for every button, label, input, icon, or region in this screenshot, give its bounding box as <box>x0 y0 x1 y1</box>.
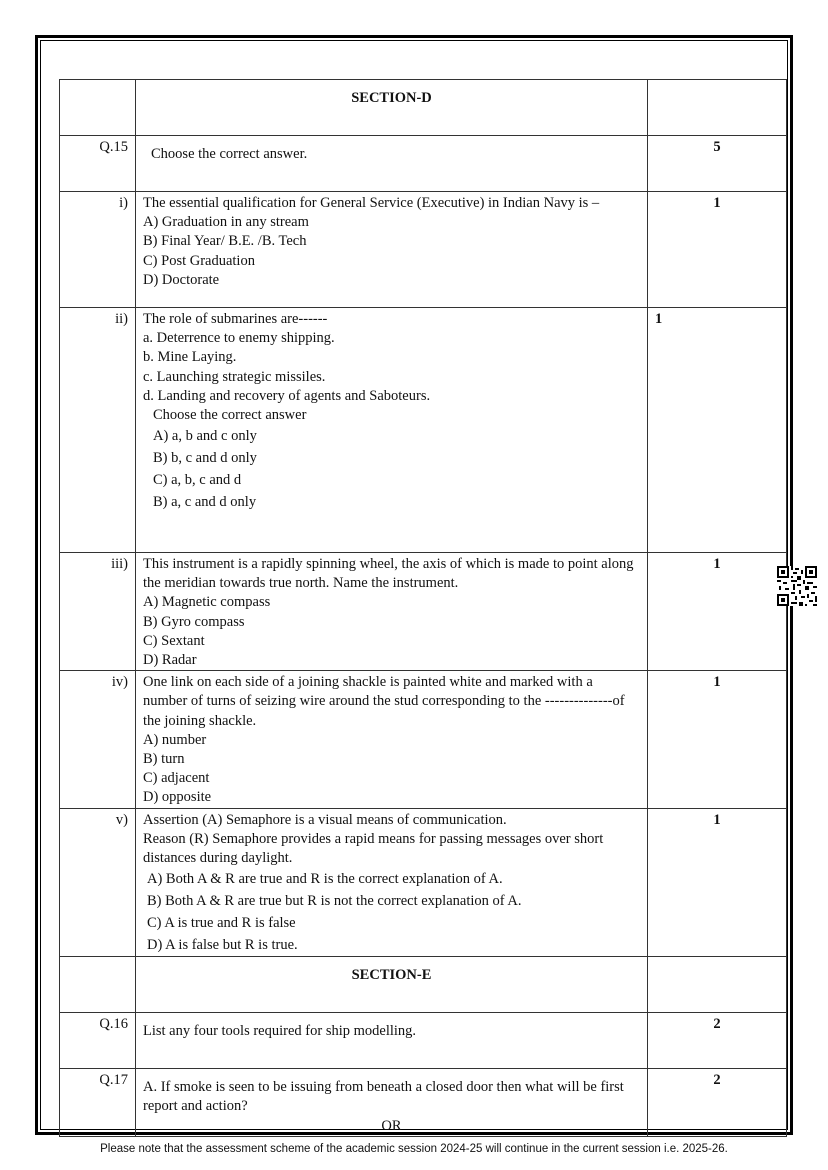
option: D) A is false but R is true. <box>147 937 298 954</box>
question-number: v) <box>60 808 136 957</box>
question-marks: 5 <box>648 136 787 192</box>
question-text: List any four tools required for ship modelling. <box>136 1013 648 1069</box>
option: C) adjacent <box>143 770 210 787</box>
option: D) opposite <box>143 789 212 806</box>
question-body <box>136 1069 648 1137</box>
option: A) number <box>143 731 207 748</box>
statement: d. Landing and recovery of agents and Saboteurs. <box>143 387 431 404</box>
option: C) A is true and R is false <box>147 915 296 932</box>
option: D) Doctorate <box>143 271 220 288</box>
question-body <box>136 808 648 957</box>
or-text: OR <box>381 1117 402 1134</box>
question-body <box>136 553 648 671</box>
question-marks: 1 <box>648 192 787 308</box>
q15-v-row <box>60 808 787 957</box>
q15-iii-row <box>60 553 787 671</box>
option: C) a, b, c and d <box>153 472 242 489</box>
option: A) Both A & R are true and R is the correct explanation of A. <box>147 871 503 888</box>
question-body <box>136 308 648 553</box>
question-marks: 1 <box>648 808 787 957</box>
section-e-row <box>60 957 787 1013</box>
option: B) a, c and d only <box>153 494 257 511</box>
prompt-text: Choose the correct answer <box>153 407 307 424</box>
question-marks: 2 <box>648 1013 787 1069</box>
section-e-title: SECTION-E <box>136 957 648 1013</box>
q15-i-row <box>60 192 787 308</box>
assertion-text: Assertion (A) Semaphore is a visual means of communication. <box>143 811 507 828</box>
question-number: iv) <box>60 671 136 808</box>
question-number: Q.17 <box>60 1069 136 1137</box>
qr-code-icon <box>777 566 817 606</box>
option: A) Graduation in any stream <box>143 214 309 231</box>
footer-note: Please note that the assessment scheme of the academic session 2024-25 will continue in the current session i.e. 2025-26. <box>100 1143 728 1155</box>
question-text: Choose the correct answer. <box>136 136 648 192</box>
question-text: The essential qualification for General Service (Executive) in Indian Navy is – <box>143 195 600 211</box>
option: B) turn <box>143 751 185 768</box>
question-number: Q.15 <box>60 136 136 192</box>
question-marks: 1 <box>648 308 787 553</box>
section-d-row <box>60 80 787 136</box>
question-number: i) <box>60 192 136 308</box>
question-number: iii) <box>60 553 136 671</box>
q15-ii-row <box>60 308 787 553</box>
option: A) Magnetic compass <box>143 594 271 611</box>
option: A) a, b and c only <box>153 428 257 445</box>
statement: b. Mine Laying. <box>143 349 237 366</box>
section-d-title: SECTION-D <box>136 80 648 136</box>
option: C) Post Graduation <box>143 252 255 269</box>
option: B) Both A & R are true but R is not the correct explanation of A. <box>147 893 522 910</box>
question-body <box>136 192 648 308</box>
statement: c. Launching strategic missiles. <box>143 368 326 385</box>
q15-row <box>60 136 787 192</box>
q16-row <box>60 1013 787 1069</box>
option: D) Radar <box>143 652 197 669</box>
option: B) Final Year/ B.E. /B. Tech <box>143 233 307 250</box>
question-marks: 2 <box>648 1069 787 1137</box>
question-text: One link on each side of a joining shackle is painted white and marked with a number of turns of seizing wire around the stud corresponding to the --------------of the joining shackle. <box>143 674 625 729</box>
question-marks: 1 <box>648 671 787 808</box>
statement: a. Deterrence to enemy shipping. <box>143 330 335 347</box>
question-text: The role of submarines are------ <box>143 311 328 327</box>
reason-text: Reason (R) Semaphore provides a rapid means for passing messages over short distances during daylight. <box>143 830 604 867</box>
question-text: A. If smoke is seen to be issuing from beneath a closed door then what will be first report and action? <box>143 1079 624 1115</box>
q15-iv-row <box>60 671 787 808</box>
question-marks: 1 <box>648 553 787 671</box>
option: B) b, c and d only <box>153 450 257 467</box>
question-number: Q.16 <box>60 1013 136 1069</box>
option: C) Sextant <box>143 632 205 649</box>
option: B) Gyro compass <box>143 613 245 630</box>
question-text: This instrument is a rapidly spinning wheel, the axis of which is made to point along the meridian towards true north. Name the instrument. <box>143 556 634 592</box>
question-table <box>59 79 787 1137</box>
question-number: ii) <box>60 308 136 553</box>
q17-row <box>60 1069 787 1137</box>
question-body <box>136 671 648 808</box>
